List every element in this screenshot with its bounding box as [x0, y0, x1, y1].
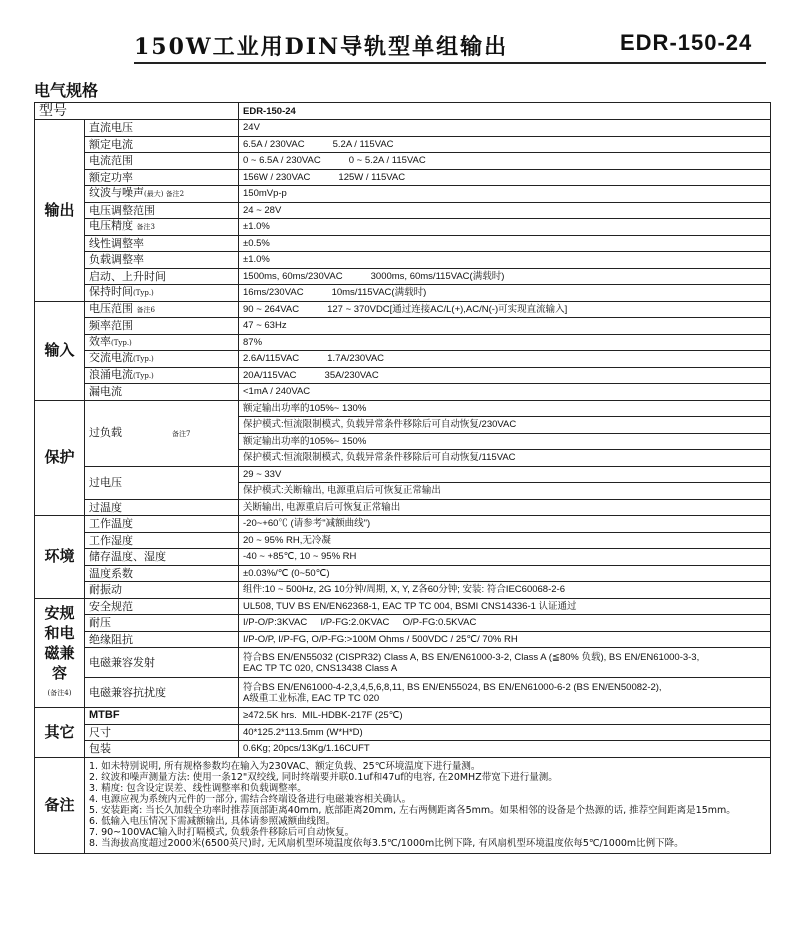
- note-item: 6. 低输入电压情况下需减额输出, 具体请参照减额曲线图。: [89, 816, 336, 827]
- value-line: 符合BS EN/EN61000-4-2,3,4,5,6,8,11, BS EN/EN55024, BS EN/EN61000-6-2 (BS EN/EN50082-2),: [243, 681, 662, 693]
- table-row: [35, 499, 771, 516]
- table-row: [35, 103, 771, 120]
- table-row: [35, 120, 771, 137]
- row-label: 工作温度: [85, 516, 239, 533]
- row-label: 额定电流: [85, 136, 239, 153]
- row-label: 启动、上升时间: [85, 268, 239, 285]
- row-value: 额定输出功率的105%~ 130%: [239, 400, 771, 417]
- table-row: [35, 648, 771, 678]
- row-value: ±0.03%/℃ (0~50℃): [239, 565, 771, 582]
- row-label: 包装: [85, 741, 239, 758]
- table-row: [35, 678, 771, 708]
- row-value: UL508, TUV BS EN/EN62368-1, EAC TP TC 004, BSMI CNS14336-1 认证通过: [239, 598, 771, 615]
- row-label-note: (Typ.): [133, 289, 154, 298]
- value-2: 5.2A / 115VAC: [332, 138, 394, 150]
- row-value: [239, 136, 771, 153]
- row-value: I/P-O/P, I/P-FG, O/P-FG:>100M Ohms / 500VDC / 25℃/ 70% RH: [239, 631, 771, 648]
- note-item: 1. 如未特别说明, 所有规格参数均在输入为230VAC、额定负载、25℃环境温度下进行量测。: [89, 761, 481, 772]
- row-label-note: (Typ.): [111, 338, 132, 347]
- row-value: 47 ~ 63Hz: [239, 318, 771, 335]
- table-row: [35, 318, 771, 335]
- value-2: 1.7A/230VAC: [327, 353, 385, 365]
- row-label: 耐振动: [85, 582, 239, 599]
- table-row: [35, 631, 771, 648]
- row-value: 40*125.2*113.5mm (W*H*D): [239, 724, 771, 741]
- row-value: 87%: [239, 334, 771, 351]
- table-row: [35, 169, 771, 186]
- value-2: 35A/230VAC: [324, 369, 379, 381]
- model-value: EDR-150-24: [239, 103, 771, 120]
- row-label: [85, 351, 239, 368]
- value-line: A级重工业标准, EAC TP TC 020: [243, 692, 380, 704]
- table-row: [35, 351, 771, 368]
- row-value: [239, 285, 771, 302]
- row-value: 保护模式:恒流限制模式, 负载异常条件移除后可自动恢复/115VAC: [239, 450, 771, 467]
- row-label: 工作湿度: [85, 532, 239, 549]
- category-notes: 备注: [35, 757, 85, 853]
- row-value: 额定输出功率的105%~ 150%: [239, 433, 771, 450]
- table-row: [35, 235, 771, 252]
- row-label: 耐压: [85, 615, 239, 632]
- row-label-text: 电压精度: [89, 219, 133, 233]
- table-row: [35, 400, 771, 417]
- notes-list: [85, 757, 771, 853]
- table-row: [35, 532, 771, 549]
- row-label: 负载调整率: [85, 252, 239, 269]
- row-value: [239, 301, 771, 318]
- table-row: [35, 757, 771, 853]
- table-row: [35, 301, 771, 318]
- row-label: 电磁兼容抗扰度: [85, 678, 239, 708]
- table-row: [35, 549, 771, 566]
- row-value: ±1.0%: [239, 219, 771, 236]
- row-label: 安全规范: [85, 598, 239, 615]
- row-value: 29 ~ 33V: [239, 466, 771, 483]
- value-1: 20A/115VAC: [243, 369, 297, 381]
- row-value: 保护模式:恒流限制模式, 负载异常条件移除后可自动恢复/230VAC: [239, 417, 771, 434]
- table-row: [35, 724, 771, 741]
- row-value: [239, 367, 771, 384]
- row-label: 尺寸: [85, 724, 239, 741]
- category-safety-text: 安规和电磁兼容: [44, 603, 75, 682]
- row-label-note: (最大) 备注2: [144, 190, 185, 199]
- category-environment: 环境: [35, 516, 85, 599]
- row-value: ±0.5%: [239, 235, 771, 252]
- value-1: 6.5A / 230VAC: [243, 138, 305, 150]
- row-label: 储存温度、湿度: [85, 549, 239, 566]
- product-title: 150W工业用DIN导轨型单组输出: [134, 34, 509, 60]
- row-label: [85, 285, 239, 302]
- row-label: [85, 219, 239, 236]
- row-label-note: 备注6: [136, 305, 155, 314]
- value-1: 16ms/230VAC: [243, 287, 304, 299]
- note-item: 7. 90~100VAC输入时打嗝模式, 负载条件移除后可自动恢复。: [89, 827, 355, 838]
- row-value: -20~+60℃ (请参考"减额曲线"): [239, 516, 771, 533]
- row-value: 24 ~ 28V: [239, 202, 771, 219]
- row-value: 150mVp-p: [239, 186, 771, 203]
- value-1: 0 ~ 6.5A / 230VAC: [243, 155, 321, 167]
- row-value: [239, 268, 771, 285]
- row-value: 20 ~ 95% RH,无冷凝: [239, 532, 771, 549]
- value-1: 90 ~ 264VAC: [243, 303, 300, 315]
- row-value: 24V: [239, 120, 771, 137]
- section-title: 电气规格: [34, 81, 99, 100]
- header: [0, 0, 790, 70]
- row-label: 电压调整范围: [85, 202, 239, 219]
- table-row: [35, 384, 771, 401]
- row-label-note: 备注3: [136, 223, 155, 232]
- table-row: [35, 136, 771, 153]
- category-input: 输入: [35, 301, 85, 400]
- value-2: 10ms/115VAC(满载时): [331, 287, 427, 299]
- row-label: [85, 334, 239, 351]
- note-item: 3. 精度: 包含设定误差、线性调整率和负载调整率。: [89, 783, 307, 794]
- product-model: EDR-150-24: [620, 30, 753, 55]
- row-label-note: 备注7: [172, 429, 191, 438]
- table-row: [35, 153, 771, 170]
- row-label: 电流范围: [85, 153, 239, 170]
- row-value: ≥472.5K hrs. MIL-HDBK-217F (25℃): [239, 708, 771, 725]
- table-row: [35, 252, 771, 269]
- row-value: [239, 153, 771, 170]
- value-1: 156W / 230VAC: [243, 171, 311, 183]
- table-row: [35, 334, 771, 351]
- table-row: [35, 741, 771, 758]
- table-row: [35, 598, 771, 615]
- spec-table: [34, 102, 771, 854]
- row-value: [239, 169, 771, 186]
- row-value: -40 ~ +85℃, 10 ~ 95% RH: [239, 549, 771, 566]
- row-label: 频率范围: [85, 318, 239, 335]
- row-label: 温度系数: [85, 565, 239, 582]
- row-value: ±1.0%: [239, 252, 771, 269]
- value-1: 2.6A/115VAC: [243, 353, 300, 365]
- row-value: 保护模式:关断输出, 电源重启后可恢复正常输出: [239, 483, 771, 500]
- row-value: <1mA / 240VAC: [239, 384, 771, 401]
- row-label-note: (Typ.): [133, 371, 154, 380]
- table-row: [35, 708, 771, 725]
- row-label: 过温度: [85, 499, 239, 516]
- row-label: 绝缘阻抗: [85, 631, 239, 648]
- note-item: 4. 电源应视为系统内元件的一部分, 需结合终端设备进行电磁兼容相关确认。: [89, 794, 412, 805]
- table-row: [35, 565, 771, 582]
- row-label: [85, 367, 239, 384]
- row-label: 额定功率: [85, 169, 239, 186]
- note-item: 2. 纹波和噪声测量方法: 使用一条12"双绞线, 同时终端要并联0.1uf和47uf的电容, 在20MHZ带宽下进行量测。: [89, 772, 558, 783]
- value-2: 0 ~ 5.2A / 115VAC: [348, 155, 426, 167]
- row-label: 漏电流: [85, 384, 239, 401]
- row-value: [239, 351, 771, 368]
- row-label: 过电压: [85, 466, 239, 499]
- row-label-text: 效率: [89, 334, 111, 348]
- row-label-text: 浪涌电流: [89, 367, 133, 381]
- table-row: [35, 367, 771, 384]
- category-output: 输出: [35, 120, 85, 302]
- row-label: [85, 186, 239, 203]
- table-row: [35, 202, 771, 219]
- row-label-text: 过负载: [89, 425, 122, 439]
- row-label: [85, 400, 239, 466]
- note-item: 5. 安装距离: 当长久加载全功率时推荐顶部距离40mm, 底部距离20mm, 左右两侧距离各5mm。如果相邻的设备是个热源的话, 推荐空间距离是15mm。: [89, 805, 736, 816]
- header-rule: [134, 62, 766, 64]
- row-label: 线性调整率: [85, 235, 239, 252]
- row-label: [85, 301, 239, 318]
- row-value: 关断输出, 电源重启后可恢复正常输出: [239, 499, 771, 516]
- row-value: [239, 678, 771, 708]
- category-safety-note: (备注4): [47, 688, 72, 697]
- row-label-text: 纹波与噪声: [89, 186, 144, 200]
- row-label: 电磁兼容发射: [85, 648, 239, 678]
- row-label: 直流电压: [85, 120, 239, 137]
- table-row: [35, 268, 771, 285]
- table-row: [35, 219, 771, 236]
- table-row: [35, 582, 771, 599]
- category-protection: 保护: [35, 400, 85, 516]
- value-line: EAC TP TC 020, CNS13438 Class A: [243, 662, 398, 674]
- row-label-text: 交流电流: [89, 351, 133, 365]
- value-2: 125W / 115VAC: [338, 171, 406, 183]
- value-1: 1500ms, 60ms/230VAC: [243, 270, 343, 282]
- table-row: [35, 516, 771, 533]
- table-row: [35, 615, 771, 632]
- category-safety: [35, 598, 85, 708]
- row-label-note: (Typ.): [133, 355, 154, 364]
- value-2: 3000ms, 60ms/115VAC(满载时): [370, 270, 505, 282]
- category-others: 其它: [35, 708, 85, 758]
- row-value: 0.6Kg; 20pcs/13Kg/1.16CUFT: [239, 741, 771, 758]
- row-label: MTBF: [85, 708, 239, 725]
- table-row: [35, 285, 771, 302]
- value-line: 符合BS EN/EN55032 (CISPR32) Class A, BS EN/EN61000-3-2, Class A (≦80% 负载), BS EN/EN61000-3-3,: [243, 651, 700, 663]
- table-row: [35, 466, 771, 483]
- row-value: 组件:10 ~ 500Hz, 2G 10分钟/周期, X, Y, Z各60分钟; 安装: 符合IEC60068-2-6: [239, 582, 771, 599]
- model-label: 型号: [35, 103, 239, 120]
- table-row: [35, 186, 771, 203]
- row-value: [239, 648, 771, 678]
- row-label-text: 保持时间: [89, 285, 133, 299]
- row-value: I/P-O/P:3KVAC I/P-FG:2.0KVAC O/P-FG:0.5KVAC: [239, 615, 771, 632]
- value-2: 127 ~ 370VDC[通过连接AC/L(+),AC/N(-)可实现直流输入]: [327, 303, 568, 315]
- row-label-text: 电压范围: [89, 301, 133, 315]
- note-item: 8. 当海拔高度超过2000米(6500英尺)时, 无风扇机型环境温度依每3.5℃/1000m比例下降, 有风扇机型环境温度依每5℃/1000m比例下降。: [89, 838, 684, 849]
